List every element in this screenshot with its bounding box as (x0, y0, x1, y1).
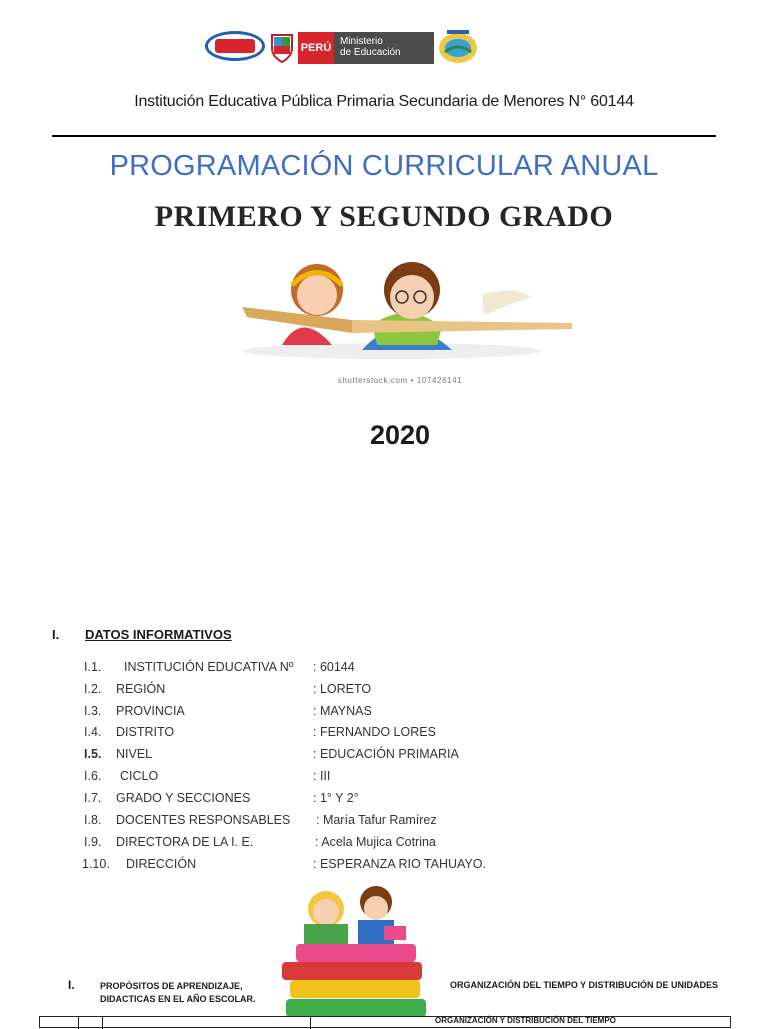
section-title: DATOS INFORMATIVOS (85, 627, 232, 642)
info-row-label: CICLO (120, 769, 159, 783)
info-row-number: I.7. (84, 791, 102, 805)
info-row-value: : 60144 (313, 660, 355, 674)
info-row-label: GRADO Y SECCIONES (116, 791, 251, 805)
info-row-value: : María Tafur Ramírez (316, 813, 437, 827)
section-number: I. (68, 978, 75, 992)
document-title: PROGRAMACIÓN CURRICULAR ANUAL (109, 150, 659, 182)
info-row-label: REGIÓN (116, 682, 166, 696)
info-row (84, 835, 684, 853)
kids-on-books-illustration (276, 884, 446, 1024)
section-heading-left-line1: PROPÓSITOS DE APRENDIZAJE, (100, 981, 243, 991)
info-row-number: I.9. (84, 835, 102, 849)
info-row-label: DIRECTORA DE LA I. E. (116, 835, 254, 849)
section-heading-left-line2: DIDACTICAS EN EL AÑO ESCOLAR. (100, 994, 256, 1004)
info-row-label: DISTRITO (116, 725, 175, 739)
table-column-divider (310, 1017, 311, 1029)
image-watermark: shutterstock.com • 107426141 (337, 376, 463, 385)
educacion-logo-banner (215, 39, 255, 53)
info-row (84, 660, 684, 678)
info-row-number: I.2. (84, 682, 102, 696)
section-number: I. (52, 627, 60, 642)
kids-reading-illustration (222, 255, 582, 365)
school-name: Institución Educativa Pública Primaria Secundaria de Menores N° 60144 (134, 93, 634, 110)
ministerio-line1: Ministerio (340, 36, 383, 47)
info-row-number: I.8. (84, 813, 102, 827)
info-row-value: : 1° Y 2° (313, 791, 359, 805)
info-row (84, 682, 684, 700)
info-row (84, 725, 684, 743)
info-row (82, 857, 682, 875)
peru-label: PERÚ (298, 32, 334, 64)
info-row-label: DIRECCIÓN (126, 857, 197, 871)
info-row-number: I.1. (84, 660, 102, 674)
table-header-text: ORGANIZACIÓN Y DISTRIBUCIÓN DEL TIEMPO (435, 1016, 616, 1025)
ministerio-label (334, 32, 434, 64)
header-divider (52, 135, 716, 137)
info-row (84, 791, 684, 809)
info-row (84, 704, 684, 722)
info-row-number: I.4. (84, 725, 102, 739)
info-row-number: I.5. (84, 747, 102, 761)
info-row-number: 1.10. (82, 857, 110, 871)
info-row-label: NIVEL (116, 747, 153, 761)
info-row-value: : LORETO (313, 682, 372, 696)
info-row (84, 813, 684, 831)
info-row-value: : EDUCACIÓN PRIMARIA (313, 747, 459, 761)
section-heading-left (100, 980, 275, 1006)
table-column-divider (78, 1017, 79, 1029)
ugel-logo-icon (437, 28, 479, 66)
peru-coat-of-arms-icon (270, 33, 294, 63)
info-row-value: : III (313, 769, 331, 783)
section-heading-right: ORGANIZACIÓN DEL TIEMPO Y DISTRIBUCIÓN DE UNIDADES (450, 980, 719, 990)
info-row-value: : ESPERANZA RIO TAHUAYO. (313, 857, 486, 871)
table-column-divider (102, 1017, 103, 1029)
info-row-value: : MAYNAS (313, 704, 372, 718)
info-row-label: INSTITUCIÓN EDUCATIVA Nº (124, 660, 294, 674)
info-row-number: I.6. (84, 769, 102, 783)
ministerio-line2: de Educación (340, 47, 401, 58)
info-row-label: DOCENTES RESPONSABLES (116, 813, 291, 827)
info-row-value: : Acela Mujica Cotrina (315, 835, 436, 849)
ministerio-de-educacion-logo (298, 32, 434, 64)
info-row-label: PROVINCIA (116, 704, 185, 718)
info-row-number: I.3. (84, 704, 102, 718)
document-subtitle: PRIMERO Y SEGUNDO GRADO (154, 200, 614, 233)
info-row (84, 769, 684, 787)
info-row-value: : FERNANDO LORES (313, 725, 436, 739)
table-header (39, 1016, 731, 1028)
year: 2020 (369, 420, 431, 450)
info-row (84, 747, 684, 765)
educacion-logo (205, 31, 265, 61)
